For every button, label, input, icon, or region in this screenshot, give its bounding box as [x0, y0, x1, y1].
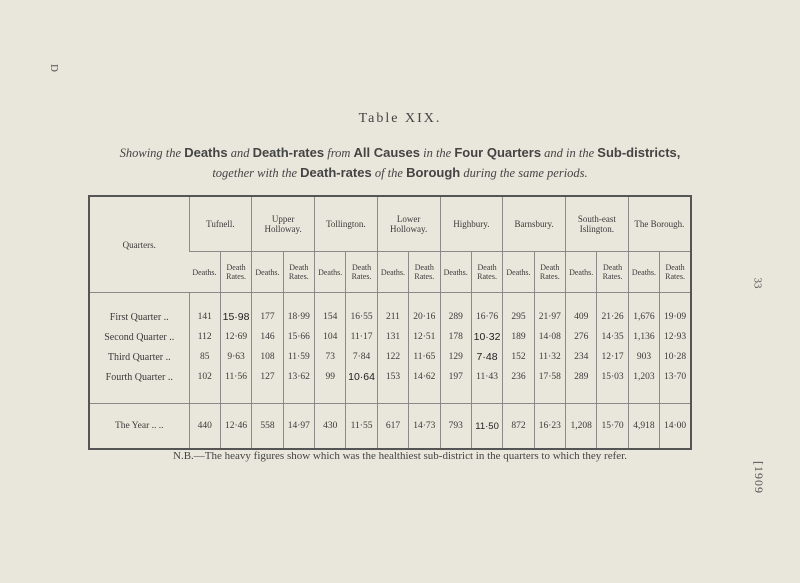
death-rate-cell: 18·99: [283, 293, 314, 328]
district-header: Tufnell.: [189, 196, 252, 252]
death-rate-cell: 11·43: [471, 367, 502, 404]
death-rate-cell: 11·56: [220, 367, 251, 404]
deaths-cell: 1,208: [566, 404, 597, 450]
death-rates-subheader: Death Rates.: [534, 252, 565, 293]
table-row: [89, 347, 691, 367]
deaths-cell: 104: [315, 327, 346, 347]
deaths-cell: 85: [189, 347, 220, 367]
deaths-cell: 154: [315, 293, 346, 328]
caption-text: together with the: [212, 166, 298, 180]
deaths-cell: 295: [503, 293, 534, 328]
caption-emphasis: Deaths: [184, 145, 228, 160]
death-rate-cell: 20·16: [409, 293, 440, 328]
page-number: 33: [751, 277, 764, 289]
deaths-cell: 112: [189, 327, 220, 347]
death-rate-cell: 16·76: [471, 293, 502, 328]
row-label: The Year .. ..: [114, 421, 164, 431]
deaths-subheader: Deaths.: [377, 252, 408, 293]
death-rate-cell: 7·84: [346, 347, 377, 367]
death-rate-cell: 14·08: [534, 327, 565, 347]
deaths-cell: 236: [503, 367, 534, 404]
deaths-cell: 153: [377, 367, 408, 404]
deaths-cell: 131: [377, 327, 408, 347]
death-rate-cell: 11·50: [471, 404, 502, 450]
death-rate-cell: 11·17: [346, 327, 377, 347]
deaths-subheader: Deaths.: [628, 252, 659, 293]
deaths-cell: 276: [566, 327, 597, 347]
deaths-cell: 189: [503, 327, 534, 347]
deaths-subheader: Deaths.: [440, 252, 471, 293]
death-rate-cell: 14·62: [409, 367, 440, 404]
death-rate-cell: 11·59: [283, 347, 314, 367]
district-header: South-east Islington.: [566, 196, 629, 252]
death-rate-cell: 9·63: [220, 347, 251, 367]
deaths-cell: 146: [252, 327, 283, 347]
row-label: Fourth Quarter ..: [89, 367, 189, 404]
deaths-subheader: Deaths.: [315, 252, 346, 293]
death-rate-cell: 15·66: [283, 327, 314, 347]
deaths-subheader: Deaths.: [252, 252, 283, 293]
row-label: Third Quarter ..: [107, 351, 171, 363]
district-header: Highbury.: [440, 196, 503, 252]
caption-emphasis: Death-rates: [252, 145, 325, 160]
caption-text: during the same periods.: [463, 166, 588, 180]
death-rate-cell: 17·58: [534, 367, 565, 404]
death-rate-cell: 13·70: [660, 367, 691, 404]
caption-emphasis: All Causes: [353, 145, 420, 160]
death-rates-subheader: Death Rates.: [220, 252, 251, 293]
deaths-cell: 903: [628, 347, 659, 367]
death-rates-subheader: Death Rates.: [346, 252, 377, 293]
row-label: Second Quarter ..: [104, 331, 175, 343]
death-rate-cell: 12·51: [409, 327, 440, 347]
deaths-cell: 793: [440, 404, 471, 450]
death-rate-cell: 11·55: [346, 404, 377, 450]
death-rate-cell: 12·17: [597, 347, 628, 367]
caption-text: of the: [374, 166, 403, 180]
death-rate-cell: 16·55: [346, 293, 377, 328]
deaths-cell: 73: [315, 347, 346, 367]
deaths-cell: 141: [189, 293, 220, 328]
caption-text: Showing the: [119, 146, 182, 160]
table-row: [89, 327, 691, 347]
death-rates-subheader: Death Rates.: [597, 252, 628, 293]
deaths-subheader: Deaths.: [503, 252, 534, 293]
death-rate-cell: 21·97: [534, 293, 565, 328]
death-rates-table: [88, 195, 692, 450]
deaths-cell: 178: [440, 327, 471, 347]
deaths-cell: 152: [503, 347, 534, 367]
death-rate-cell: 14·35: [597, 327, 628, 347]
deaths-cell: 558: [252, 404, 283, 450]
deaths-subheader: Deaths.: [189, 252, 220, 293]
caption-emphasis: Borough: [406, 165, 461, 180]
caption-emphasis: Four Quarters: [454, 145, 542, 160]
corner-mark: D: [47, 64, 60, 72]
table-row: [89, 367, 691, 404]
year-mark: [1909: [752, 461, 766, 494]
caption-text: and in the: [544, 146, 595, 160]
deaths-cell: 440: [189, 404, 220, 450]
death-rates-subheader: Death Rates.: [409, 252, 440, 293]
district-header: Barnsbury.: [503, 196, 566, 252]
district-header: Tollington.: [315, 196, 378, 252]
footnote: N.B.—The heavy figures show which was the healthiest sub-district in the quarters to which they refer.: [173, 450, 627, 462]
death-rate-cell: 14·00: [660, 404, 691, 450]
death-rate-cell: 15·98: [220, 293, 251, 328]
death-rate-cell: 14·97: [283, 404, 314, 450]
deaths-cell: 430: [315, 404, 346, 450]
district-header: Upper Holloway.: [252, 196, 315, 252]
district-header: The Borough.: [628, 196, 691, 252]
death-rate-cell: 12·46: [220, 404, 251, 450]
caption-text: from: [327, 146, 351, 160]
deaths-cell: 108: [252, 347, 283, 367]
district-header: Lower Holloway.: [377, 196, 440, 252]
deaths-cell: 289: [566, 367, 597, 404]
death-rate-cell: 14·73: [409, 404, 440, 450]
death-rate-cell: 12·69: [220, 327, 251, 347]
deaths-cell: 122: [377, 347, 408, 367]
caption-text: in the: [423, 146, 452, 160]
death-rates-subheader: Death Rates.: [283, 252, 314, 293]
death-rate-cell: 13·62: [283, 367, 314, 404]
deaths-cell: 197: [440, 367, 471, 404]
death-rate-cell: 21·26: [597, 293, 628, 328]
deaths-cell: 234: [566, 347, 597, 367]
caption-text: and: [230, 146, 250, 160]
death-rate-cell: 7·48: [471, 347, 502, 367]
death-rate-cell: 15·70: [597, 404, 628, 450]
deaths-cell: 99: [315, 367, 346, 404]
table-body: [89, 293, 691, 450]
deaths-cell: 1,136: [628, 327, 659, 347]
row-label: First Quarter ..: [109, 311, 169, 323]
deaths-cell: 409: [566, 293, 597, 328]
death-rates-subheader: Death Rates.: [660, 252, 691, 293]
deaths-cell: 127: [252, 367, 283, 404]
death-rate-cell: 10·64: [346, 367, 377, 404]
deaths-cell: 211: [377, 293, 408, 328]
deaths-cell: 4,918: [628, 404, 659, 450]
deaths-cell: 617: [377, 404, 408, 450]
death-rate-cell: 11·65: [409, 347, 440, 367]
deaths-cell: 289: [440, 293, 471, 328]
table-title: Table XIX.: [358, 111, 442, 126]
death-rate-cell: 16·23: [534, 404, 565, 450]
deaths-cell: 1,676: [628, 293, 659, 328]
table-caption: [90, 143, 710, 183]
deaths-subheader: Deaths.: [566, 252, 597, 293]
deaths-cell: 177: [252, 293, 283, 328]
death-rate-cell: 10·28: [660, 347, 691, 367]
deaths-cell: 129: [440, 347, 471, 367]
deaths-cell: 102: [189, 367, 220, 404]
death-rate-cell: 19·09: [660, 293, 691, 328]
quarters-header: Quarters.: [89, 196, 189, 293]
death-rate-cell: 10·32: [471, 327, 502, 347]
deaths-cell: 1,203: [628, 367, 659, 404]
death-rates-subheader: Death Rates.: [471, 252, 502, 293]
table-row: [89, 293, 691, 328]
caption-emphasis: Death-rates: [300, 165, 372, 180]
death-rate-cell: 11·32: [534, 347, 565, 367]
deaths-cell: 872: [503, 404, 534, 450]
death-rate-cell: 15·03: [597, 367, 628, 404]
caption-emphasis: Sub-districts,: [597, 145, 681, 160]
table-row: [89, 404, 691, 450]
death-rate-cell: 12·93: [660, 327, 691, 347]
